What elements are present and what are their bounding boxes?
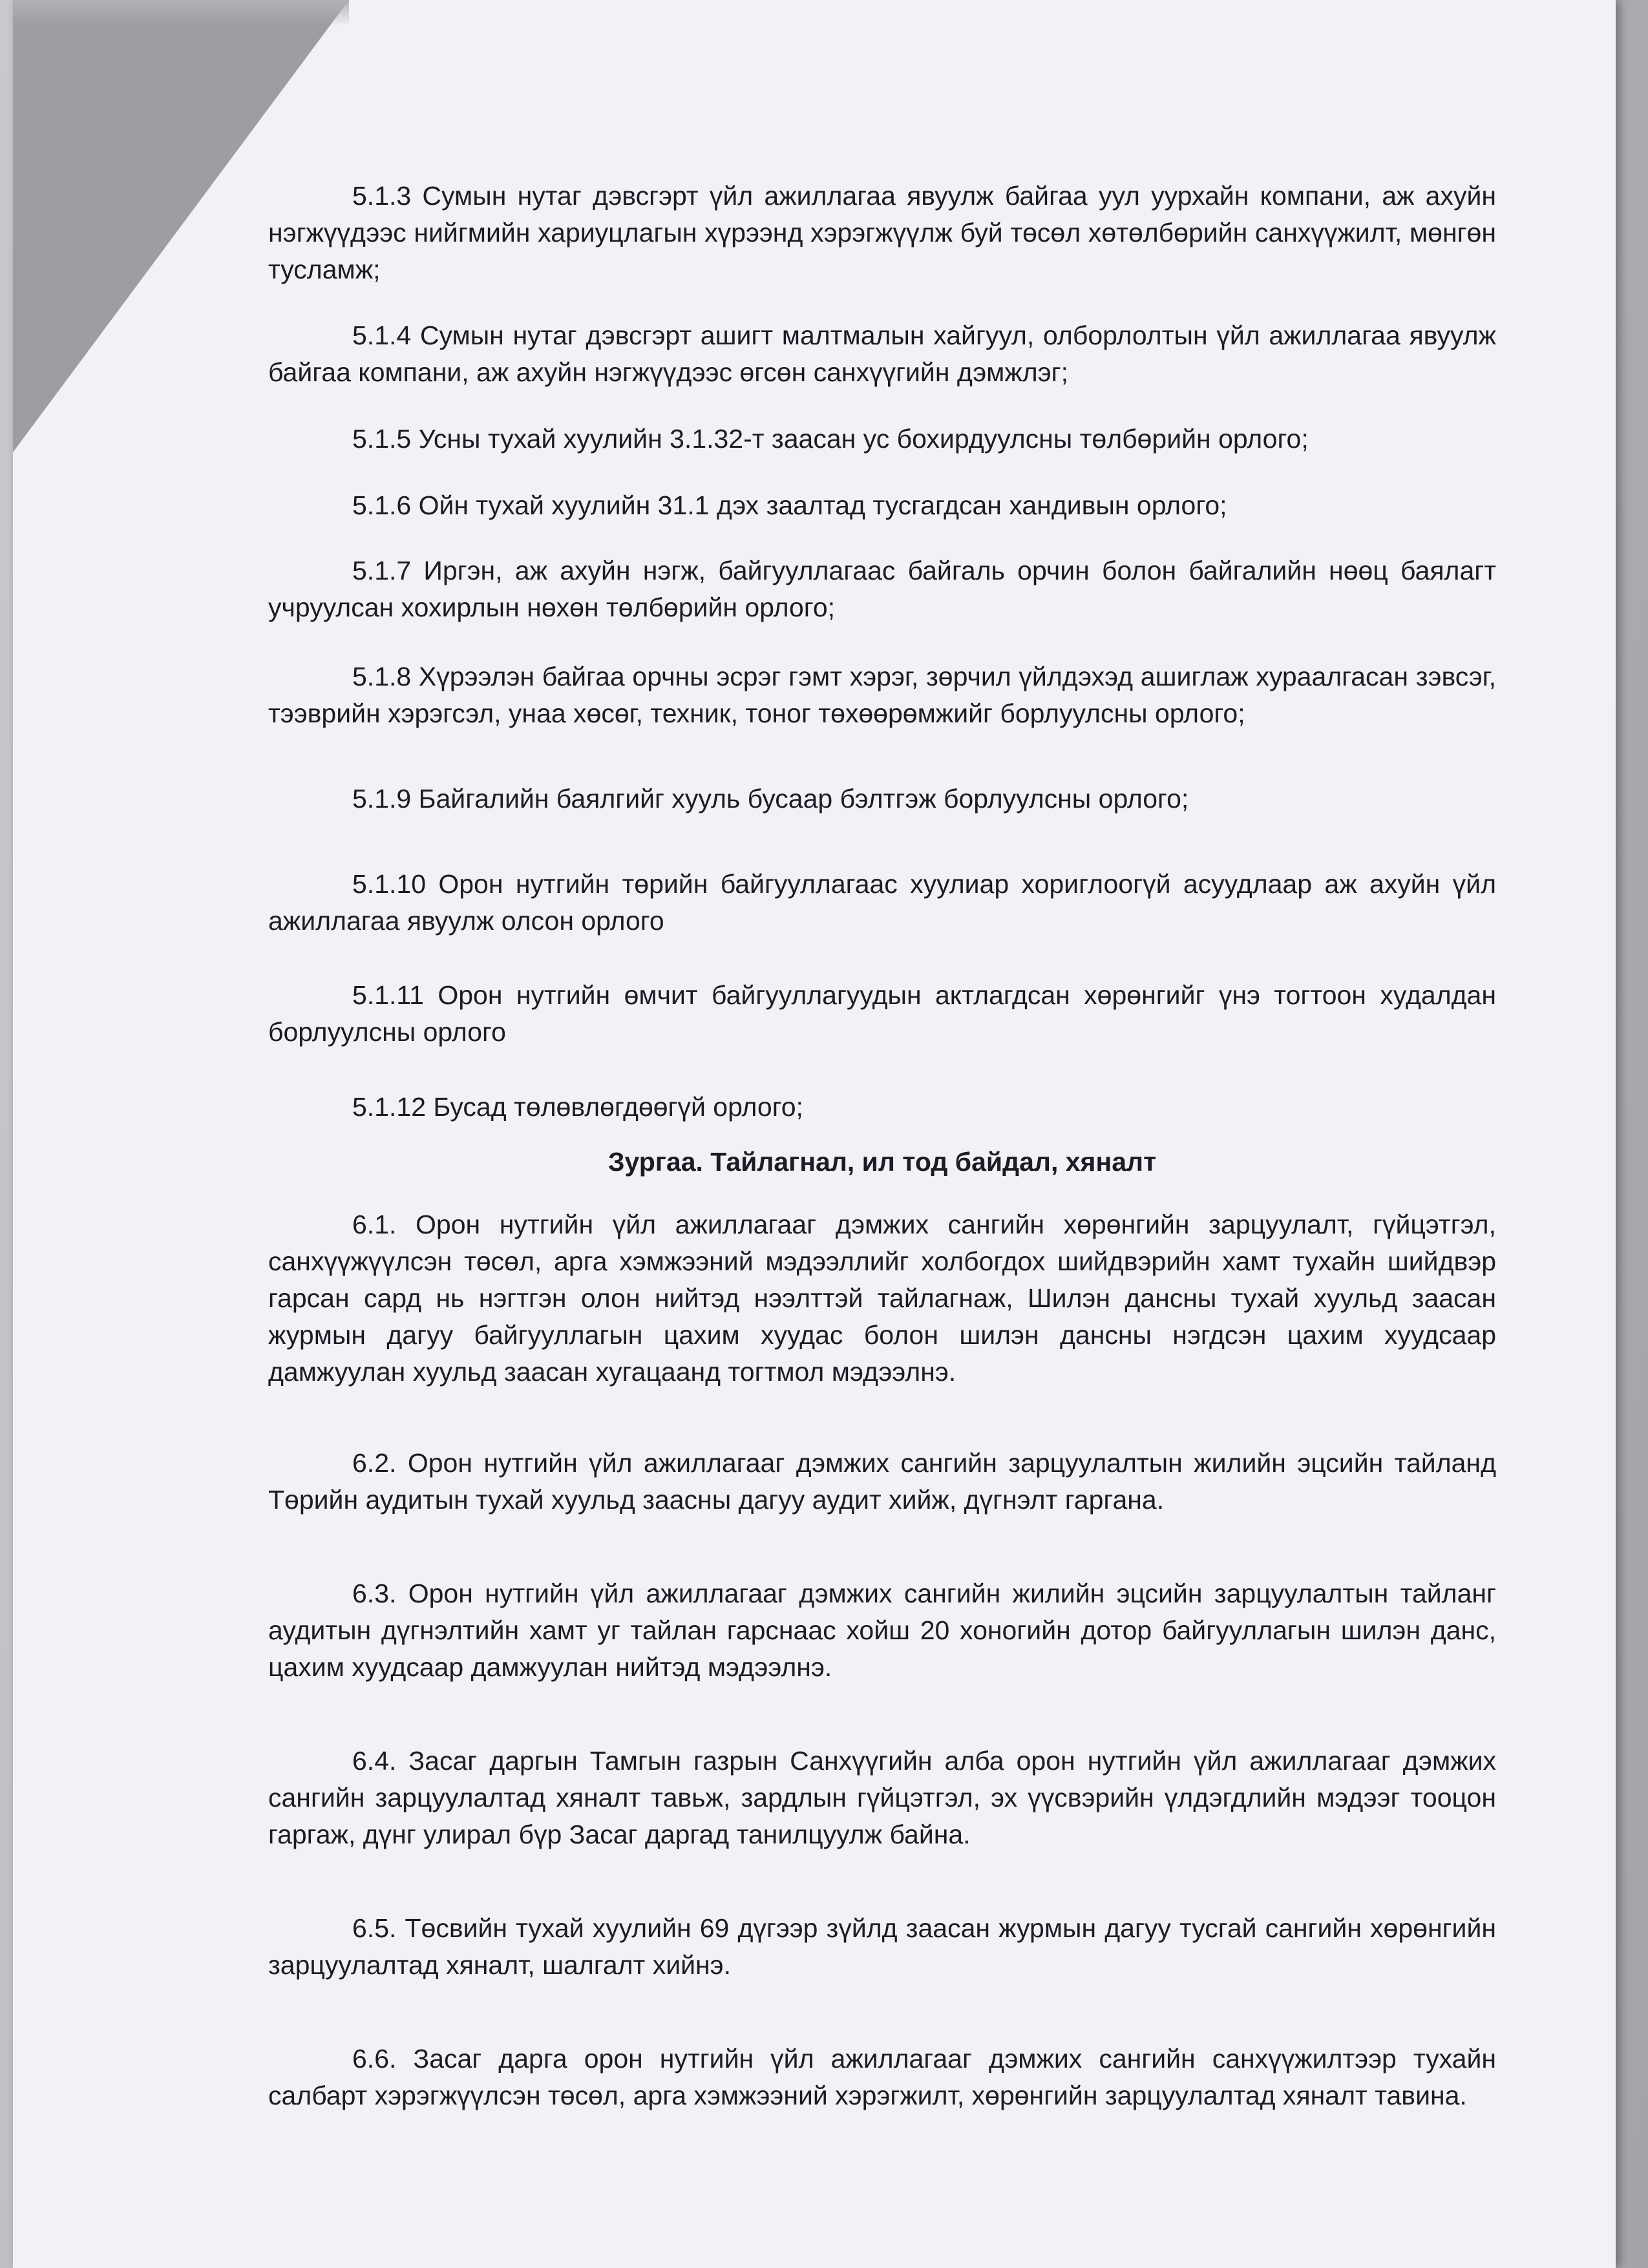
- paragraph-5-1-4: 5.1.4 Сумын нутаг дэвсгэрт ашигт малтмалын хайгуул, олборлолтын үйл ажиллагаа явуулж байгаа компани, аж ахуйн нэгжүүдээс өгсөн санхүүгийн дэмжлэг;: [268, 320, 1496, 387]
- paragraph-5-1-5: 5.1.5 Усны тухай хуулийн 3.1.32-т заасан ус бохирдуулсны төлбөрийн орлого;: [352, 424, 1309, 454]
- paragraph-6-4: 6.4. Засаг даргын Тамгын газрын Санхүүгийн алба орон нутгийн үйл ажиллагааг дэмжих сангийн зарцуулалтад хяналт тавьж, зардлын гүйцэтгэл, эх үүсвэрийн үлдэгдлийн мэдээг тооцон гаргаж, дүнг улирал бүр Засаг даргад танилцуулж байна.: [268, 1746, 1496, 1849]
- paragraph-5-1-3: 5.1.3 Сумын нутаг дэвсгэрт үйл ажиллагаа явуулж байгаа уул уурхайн компани, аж ахуйн нэгжүүдээс нийгмийн хариуцлагын хүрээнд хэрэгжүүлж буй төсөл хөтөлбөрийн санхүүжилт, мөнгөн тусламж;: [268, 181, 1496, 284]
- paragraph-5-1-9: 5.1.9 Байгалийн баялгийг хууль бусаар бэлтгэж борлуулсны орлого;: [352, 784, 1189, 814]
- paragraph-5-1-7: 5.1.7 Иргэн, аж ахуйн нэгж, байгууллагаас байгаль орчин болон байгалийн нөөц баялагт учруулсан хохирлын нөхөн төлбөрийн орлого;: [268, 556, 1496, 622]
- paragraph-6-5: 6.5. Төсвийн тухай хуулийн 69 дүгээр зүйлд заасан журмын дагуу тусгай сангийн хөрөнгийн зарцуулалтад хяналт, шалгалт хийнэ.: [268, 1913, 1496, 1980]
- corner-shadow: [13, 0, 349, 26]
- paragraph-6-3: 6.3. Орон нутгийн үйл ажиллагааг дэмжих сангийн жилийн эцсийн зарцуулалтын тайланг аудитын дүгнэлтийн хамт уг тайлан гарснаас хойш 20 хоногийн дотор байгууллагын шилэн данс, цахим хуудсаар дамжуулан нийтэд мэдээлнэ.: [268, 1579, 1496, 1682]
- document-body: [268, 178, 1496, 2114]
- paragraph-5-1-12: 5.1.12 Бусад төлөвлөгдөөгүй орлого;: [352, 1092, 803, 1122]
- paragraph-6-6: 6.6. Засаг дарга орон нутгийн үйл ажиллагааг дэмжих сангийн санхүүжилтээр тухайн салбарт хэрэгжүүлсэн төсөл, арга хэмжээний хэрэгжилт, хөрөнгийн зарцуулалтад хяналт тавина.: [268, 2044, 1496, 2110]
- paragraph-5-1-10: 5.1.10 Орон нутгийн төрийн байгууллагаас хуулиар хориглоогүй асуудлаар аж ахуйн үйл ажиллагаа явуулж олсон орлого: [268, 869, 1496, 936]
- section-heading: Зургаа. Тайлагнал, ил тод байдал, хяналт: [607, 1147, 1157, 1177]
- paragraph-6-1: 6.1. Орон нутгийн үйл ажиллагааг дэмжих сангийн хөрөнгийн зарцуулалт, гүйцэтгэл, санхүүжүүлсэн төсөл, арга хэмжээний мэдээллийг холбогдох шийдвэрийн хамт тухайн шийдвэр гарсан сард нь нэгтгэн олон нийтэд нээлттэй тайлагнаж, Шилэн дансны тухай хуульд заасан журмын дагуу байгууллагын цахим хуудас болон шилэн дансны нэгдсэн цахим хуудсаар дамжуулан хуульд заасан хугацаанд тогтмол мэдээлнэ.: [268, 1210, 1496, 1387]
- document-page: [13, 0, 1616, 2268]
- paragraph-5-1-6: 5.1.6 Ойн тухай хуулийн 31.1 дэх заалтад тусгагдсан хандивын орлого;: [352, 490, 1227, 520]
- paragraph-5-1-8: 5.1.8 Хүрээлэн байгаа орчны эсрэг гэмт хэрэг, зөрчил үйлдэхэд ашиглаж хураалгасан зэвсэг, тээврийн хэрэгсэл, унаа хөсөг, техник, тоног төхөөрөмжийг борлуулсны орлого;: [268, 662, 1496, 728]
- paragraph-5-1-11: 5.1.11 Орон нутгийн өмчит байгууллагуудын актлагдсан хөрөнгийг үнэ тогтоон худалдан борлуулсны орлого: [268, 980, 1496, 1047]
- paragraph-6-2: 6.2. Орон нутгийн үйл ажиллагааг дэмжих сангийн зарцуулалтын жилийн эцсийн тайланд Төрийн аудитын тухай хуульд заасны дагуу аудит хийж, дүгнэлт гаргана.: [268, 1448, 1496, 1515]
